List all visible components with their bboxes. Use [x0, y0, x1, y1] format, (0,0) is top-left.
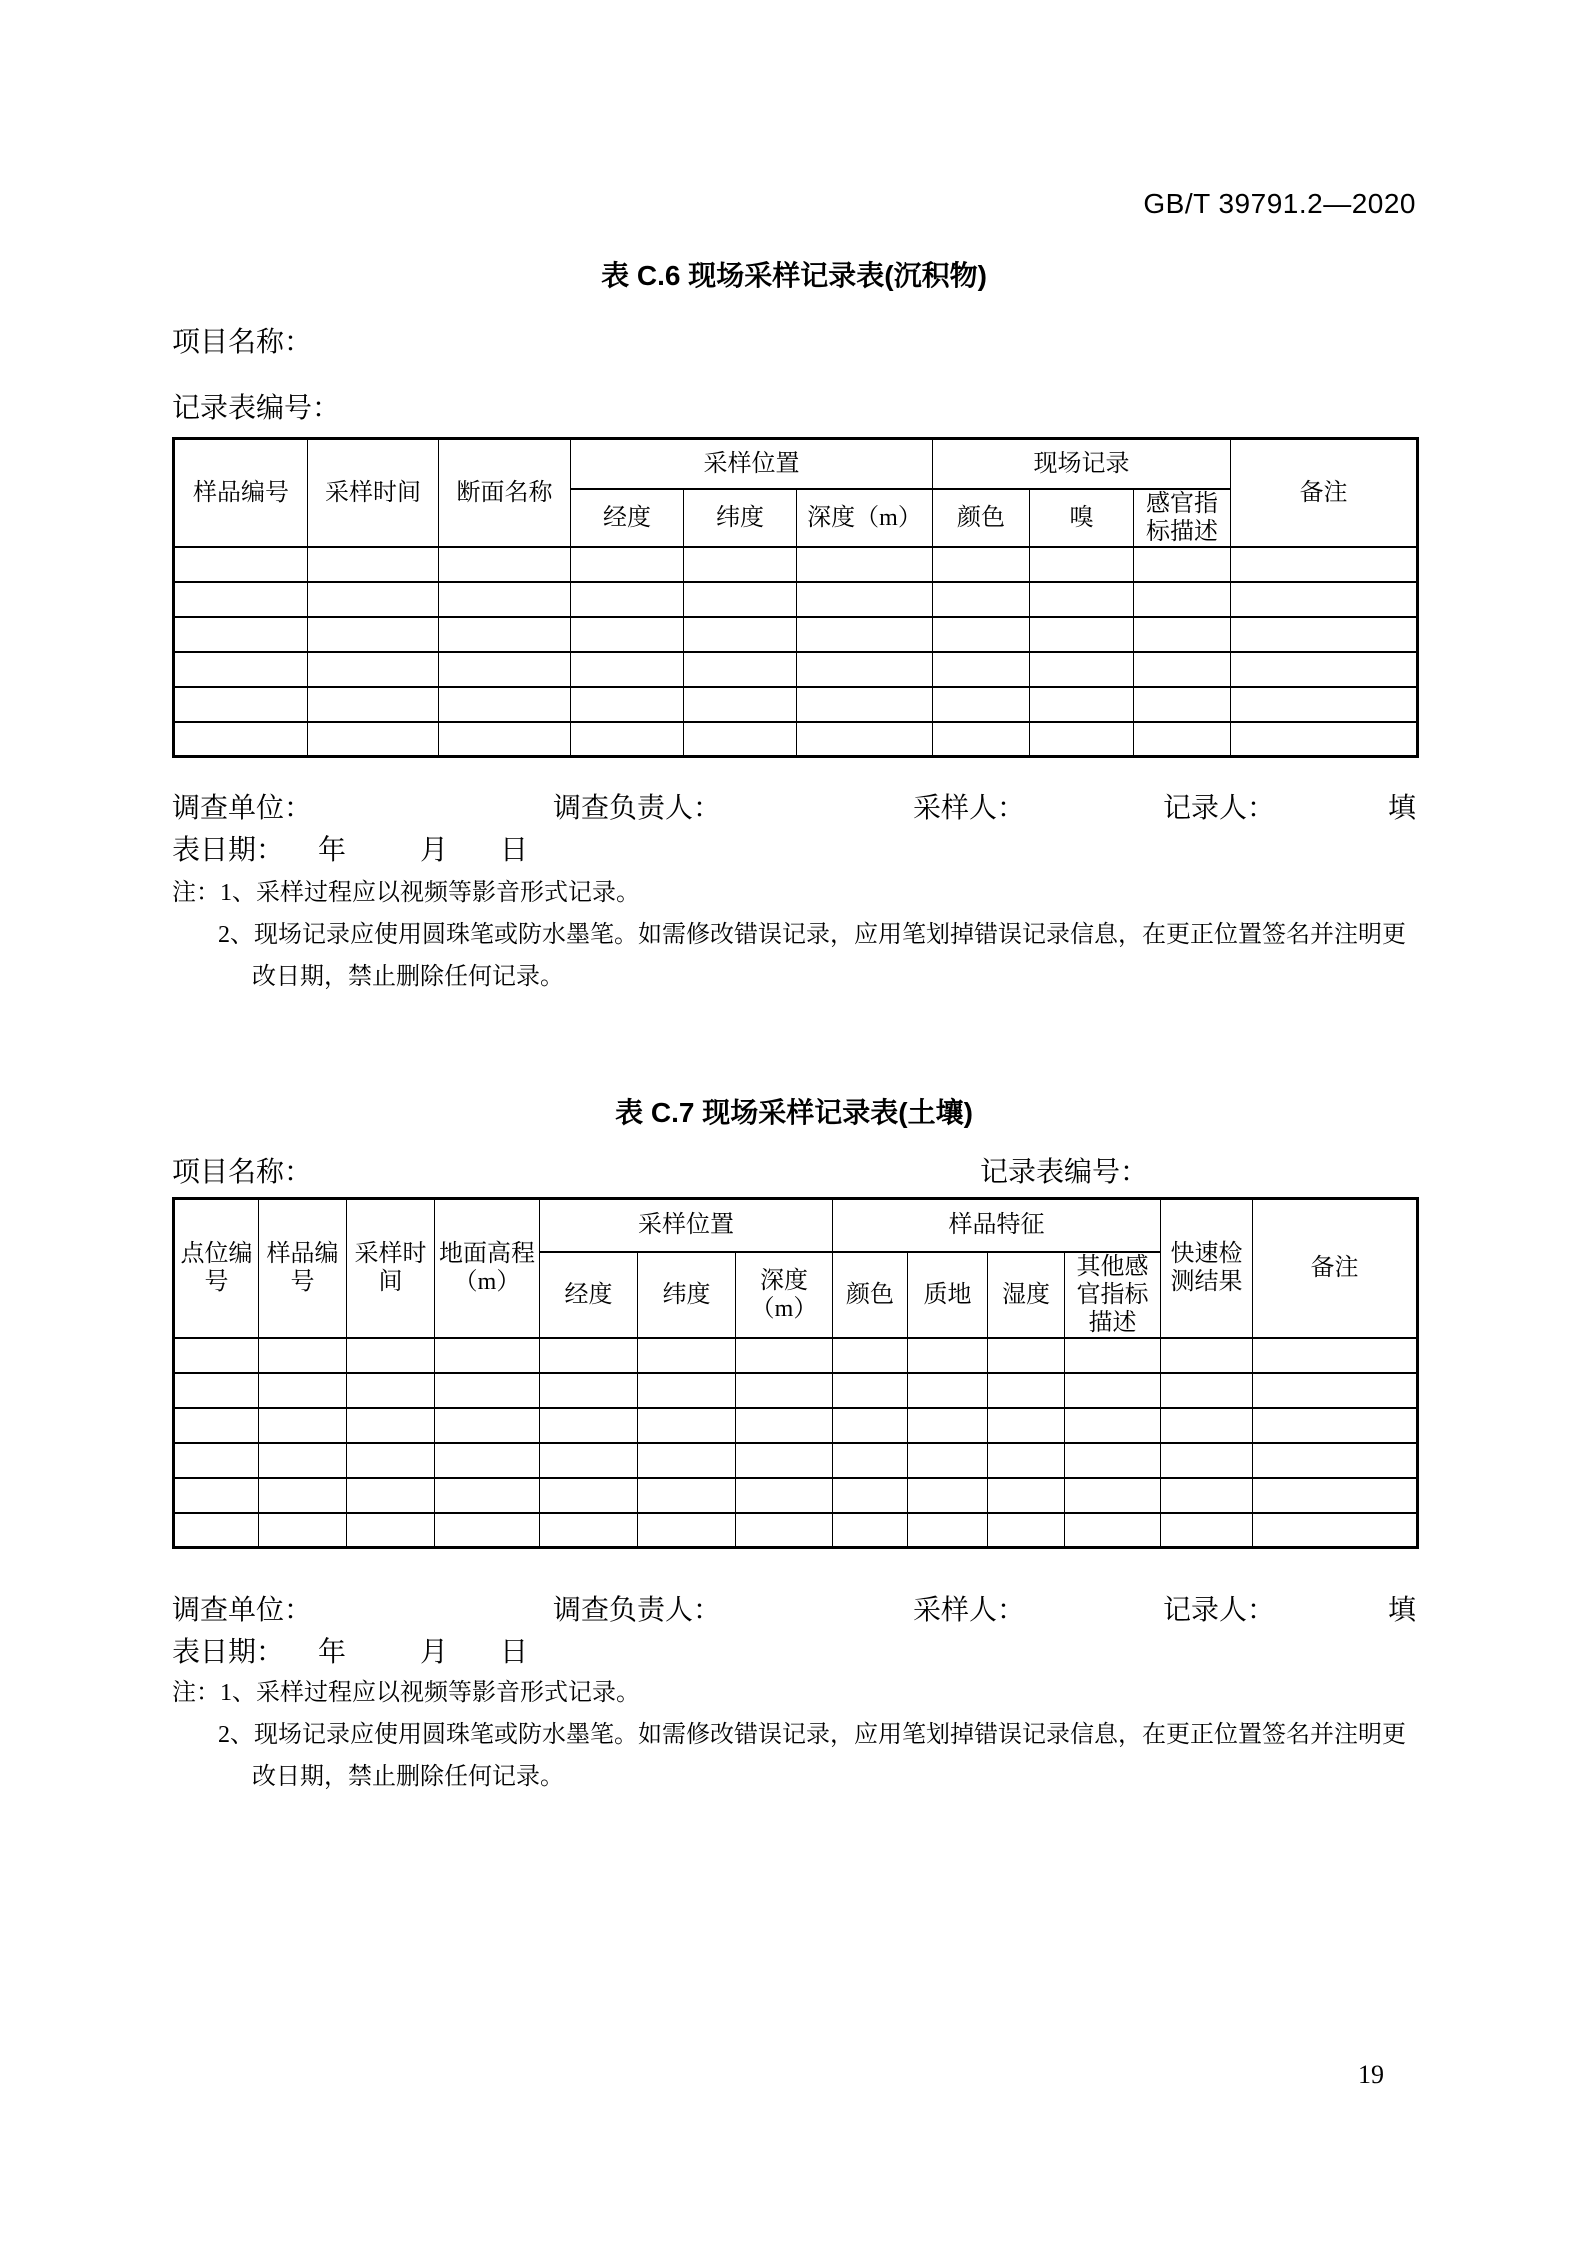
empty-cell	[638, 1338, 736, 1373]
empty-cell	[259, 1478, 347, 1513]
empty-cell	[439, 547, 571, 582]
empty-cell	[908, 1443, 988, 1478]
empty-cell	[571, 547, 684, 582]
c7-col-rapid-test: 快速检测结果	[1161, 1199, 1253, 1338]
c7-col-point-no: 点位编号	[174, 1199, 259, 1338]
c6-col-depth: 深度（m）	[797, 489, 933, 547]
empty-cell	[1134, 547, 1231, 582]
empty-cell	[797, 547, 933, 582]
empty-cell	[1253, 1513, 1418, 1548]
empty-cell	[347, 1478, 435, 1513]
empty-cell	[638, 1373, 736, 1408]
empty-form-row	[174, 1513, 1418, 1548]
empty-cell	[736, 1513, 833, 1548]
empty-cell	[1161, 1338, 1253, 1373]
empty-cell	[308, 582, 439, 617]
page-number: 19	[1358, 2060, 1384, 2089]
empty-cell	[540, 1513, 638, 1548]
empty-cell	[908, 1478, 988, 1513]
empty-cell	[933, 687, 1030, 722]
empty-cell	[933, 547, 1030, 582]
c7-table-header	[174, 1199, 1418, 1338]
empty-cell	[1253, 1443, 1418, 1478]
c6-note-2: 2、现场记录应使用圆珠笔或防水墨笔。如需修改错误记录，应用笔划掉错误记录信息，在更正位置签名并注明更	[218, 922, 1406, 948]
empty-form-row	[174, 1338, 1418, 1373]
empty-cell	[347, 1373, 435, 1408]
empty-cell	[1065, 1338, 1161, 1373]
empty-cell	[736, 1408, 833, 1443]
empty-cell	[439, 652, 571, 687]
empty-cell	[1030, 582, 1134, 617]
empty-cell	[571, 582, 684, 617]
c6-col-odor: 嗅	[1030, 489, 1134, 547]
c6-sampling-record-table	[172, 437, 1419, 758]
empty-cell	[439, 617, 571, 652]
c6-group-sampling-location: 采样位置	[571, 439, 933, 489]
c7-col-sampling-time: 采样时间	[347, 1199, 435, 1338]
c7-survey-unit-label: 调查单位：	[172, 1595, 313, 1626]
empty-cell	[435, 1373, 540, 1408]
empty-cell	[259, 1443, 347, 1478]
c7-fill-wrap-char: 填	[1387, 1595, 1416, 1626]
empty-cell	[439, 687, 571, 722]
empty-cell	[1161, 1478, 1253, 1513]
empty-cell	[797, 582, 933, 617]
empty-cell	[736, 1443, 833, 1478]
empty-cell	[540, 1443, 638, 1478]
empty-cell	[174, 1443, 259, 1478]
empty-cell	[988, 1478, 1065, 1513]
empty-cell	[1161, 1373, 1253, 1408]
empty-cell	[540, 1408, 638, 1443]
c7-col-color: 颜色	[833, 1252, 908, 1338]
empty-cell	[571, 617, 684, 652]
c7-sampling-record-table	[172, 1197, 1419, 1549]
empty-form-row	[174, 687, 1418, 722]
empty-cell	[684, 617, 797, 652]
empty-cell	[1134, 722, 1231, 757]
c7-fill-date-label: 表日期：	[172, 1637, 285, 1668]
empty-form-row	[174, 1408, 1418, 1443]
empty-cell	[1231, 687, 1418, 722]
empty-form-row	[174, 1443, 1418, 1478]
empty-form-row	[174, 582, 1418, 617]
empty-cell	[638, 1513, 736, 1548]
c6-survey-unit-label: 调查单位：	[172, 793, 313, 824]
empty-cell	[1065, 1443, 1161, 1478]
empty-cell	[1161, 1408, 1253, 1443]
c6-col-longitude: 经度	[571, 489, 684, 547]
empty-cell	[797, 617, 933, 652]
empty-cell	[1030, 617, 1134, 652]
empty-cell	[435, 1478, 540, 1513]
empty-cell	[833, 1443, 908, 1478]
empty-cell	[933, 582, 1030, 617]
empty-cell	[1030, 547, 1134, 582]
empty-cell	[1253, 1478, 1418, 1513]
c7-note-3: 改日期，禁止删除任何记录。	[252, 1764, 564, 1790]
empty-cell	[347, 1513, 435, 1548]
empty-cell	[1030, 687, 1134, 722]
c6-note-1: 注：1、采样过程应以视频等影音形式记录。	[172, 880, 640, 906]
c6-month-label: 月	[420, 835, 449, 866]
empty-cell	[1030, 652, 1134, 687]
empty-cell	[174, 1478, 259, 1513]
c7-survey-leader-label: 调查负责人：	[553, 1595, 722, 1626]
empty-cell	[988, 1443, 1065, 1478]
c6-fill-date-label: 表日期：	[172, 835, 285, 866]
empty-cell	[571, 652, 684, 687]
empty-form-row	[174, 547, 1418, 582]
c6-col-color: 颜色	[933, 489, 1030, 547]
empty-cell	[174, 547, 308, 582]
empty-cell	[908, 1373, 988, 1408]
empty-cell	[174, 652, 308, 687]
empty-cell	[1134, 652, 1231, 687]
empty-cell	[908, 1338, 988, 1373]
empty-cell	[435, 1513, 540, 1548]
empty-cell	[797, 722, 933, 757]
c6-table-header	[174, 439, 1418, 547]
c6-col-remarks: 备注	[1231, 439, 1418, 547]
c6-sampler-label: 采样人：	[913, 793, 1026, 824]
c7-group-sample-characteristics: 样品特征	[833, 1199, 1161, 1252]
empty-cell	[308, 652, 439, 687]
empty-cell	[571, 722, 684, 757]
c7-sampler-label: 采样人：	[913, 1595, 1026, 1626]
c6-recorder-label: 记录人：	[1163, 793, 1276, 824]
empty-cell	[1065, 1408, 1161, 1443]
empty-cell	[833, 1478, 908, 1513]
c7-col-sample-no: 样品编号	[259, 1199, 347, 1338]
standard-code: GB/T 39791.2—2020	[1143, 188, 1416, 219]
c6-fill-wrap-char: 填	[1387, 793, 1416, 824]
empty-cell	[540, 1338, 638, 1373]
empty-cell	[833, 1408, 908, 1443]
empty-cell	[988, 1338, 1065, 1373]
empty-cell	[1134, 687, 1231, 722]
empty-cell	[638, 1478, 736, 1513]
c6-group-field-record: 现场记录	[933, 439, 1231, 489]
empty-cell	[833, 1513, 908, 1548]
c6-project-name-label: 项目名称：	[172, 327, 313, 358]
empty-cell	[638, 1443, 736, 1478]
empty-cell	[259, 1338, 347, 1373]
c7-col-latitude: 纬度	[638, 1252, 736, 1338]
empty-cell	[1231, 722, 1418, 757]
c7-col-texture: 质地	[908, 1252, 988, 1338]
empty-cell	[736, 1338, 833, 1373]
empty-cell	[308, 617, 439, 652]
empty-cell	[571, 687, 684, 722]
empty-cell	[259, 1373, 347, 1408]
empty-cell	[1134, 582, 1231, 617]
c7-col-longitude: 经度	[540, 1252, 638, 1338]
empty-cell	[1231, 617, 1418, 652]
c7-table-body	[174, 1338, 1418, 1548]
empty-cell	[347, 1443, 435, 1478]
empty-cell	[933, 652, 1030, 687]
empty-cell	[1253, 1373, 1418, 1408]
empty-cell	[908, 1408, 988, 1443]
c6-survey-leader-label: 调查负责人：	[553, 793, 722, 824]
empty-cell	[308, 687, 439, 722]
c7-col-remarks: 备注	[1253, 1199, 1418, 1338]
empty-cell	[1065, 1513, 1161, 1548]
c7-col-ground-elevation: 地面高程（m）	[435, 1199, 540, 1338]
empty-form-row	[174, 722, 1418, 757]
c6-col-section-name: 断面名称	[439, 439, 571, 547]
empty-cell	[259, 1513, 347, 1548]
empty-cell	[347, 1408, 435, 1443]
empty-cell	[988, 1373, 1065, 1408]
empty-cell	[174, 1408, 259, 1443]
empty-cell	[833, 1373, 908, 1408]
c7-group-sampling-location: 采样位置	[540, 1199, 833, 1252]
empty-cell	[684, 722, 797, 757]
empty-cell	[540, 1478, 638, 1513]
empty-cell	[1161, 1513, 1253, 1548]
c6-col-latitude: 纬度	[684, 489, 797, 547]
c6-year-label: 年	[318, 835, 347, 866]
empty-cell	[933, 722, 1030, 757]
empty-cell	[1161, 1443, 1253, 1478]
empty-cell	[1134, 617, 1231, 652]
empty-cell	[174, 1373, 259, 1408]
empty-cell	[1065, 1373, 1161, 1408]
empty-cell	[174, 617, 308, 652]
c7-record-no-label: 记录表编号：	[980, 1157, 1149, 1188]
empty-cell	[174, 582, 308, 617]
empty-cell	[684, 547, 797, 582]
empty-cell	[797, 652, 933, 687]
empty-cell	[833, 1338, 908, 1373]
empty-cell	[1030, 722, 1134, 757]
empty-cell	[439, 722, 571, 757]
empty-form-row	[174, 1373, 1418, 1408]
c7-year-label: 年	[318, 1637, 347, 1668]
empty-cell	[684, 687, 797, 722]
empty-cell	[435, 1408, 540, 1443]
empty-cell	[1231, 582, 1418, 617]
empty-cell	[933, 617, 1030, 652]
empty-cell	[540, 1373, 638, 1408]
empty-cell	[439, 582, 571, 617]
empty-cell	[308, 722, 439, 757]
empty-cell	[988, 1513, 1065, 1548]
empty-form-row	[174, 1478, 1418, 1513]
empty-cell	[1065, 1478, 1161, 1513]
c6-col-sensory-desc: 感官指标描述	[1134, 489, 1231, 547]
empty-cell	[174, 722, 308, 757]
empty-cell	[174, 1513, 259, 1548]
c7-day-label: 日	[500, 1637, 529, 1668]
empty-cell	[308, 547, 439, 582]
empty-cell	[736, 1478, 833, 1513]
table-c7-caption: 表 C.7 现场采样记录表(土壤)	[615, 1097, 973, 1128]
empty-cell	[174, 1338, 259, 1373]
empty-cell	[435, 1443, 540, 1478]
empty-cell	[174, 687, 308, 722]
empty-cell	[684, 652, 797, 687]
c6-col-sampling-time: 采样时间	[308, 439, 439, 547]
c7-col-other-sensory: 其他感官指标描述	[1065, 1252, 1161, 1338]
empty-cell	[638, 1408, 736, 1443]
table-c6-caption: 表 C.6 现场采样记录表(沉积物)	[601, 260, 987, 291]
c7-project-name-label: 项目名称：	[172, 1157, 313, 1188]
c6-note-3: 改日期，禁止删除任何记录。	[252, 964, 564, 990]
c7-col-depth: 深度（m）	[736, 1252, 833, 1338]
c6-col-sample-no: 样品编号	[174, 439, 308, 547]
empty-cell	[1231, 652, 1418, 687]
empty-cell	[435, 1338, 540, 1373]
empty-cell	[1253, 1408, 1418, 1443]
empty-cell	[988, 1408, 1065, 1443]
c6-record-no-label: 记录表编号：	[172, 393, 341, 424]
empty-cell	[259, 1408, 347, 1443]
empty-form-row	[174, 617, 1418, 652]
c7-note-1: 注：1、采样过程应以视频等影音形式记录。	[172, 1680, 640, 1706]
empty-cell	[908, 1513, 988, 1548]
empty-cell	[736, 1373, 833, 1408]
empty-cell	[1231, 547, 1418, 582]
c7-recorder-label: 记录人：	[1163, 1595, 1276, 1626]
c6-day-label: 日	[500, 835, 529, 866]
empty-cell	[347, 1338, 435, 1373]
c6-table-body	[174, 547, 1418, 757]
empty-cell	[684, 582, 797, 617]
empty-cell	[1253, 1338, 1418, 1373]
empty-cell	[797, 687, 933, 722]
empty-form-row	[174, 652, 1418, 687]
c7-note-2: 2、现场记录应使用圆珠笔或防水墨笔。如需修改错误记录，应用笔划掉错误记录信息，在更正位置签名并注明更	[218, 1722, 1406, 1748]
c7-month-label: 月	[420, 1637, 449, 1668]
c7-col-moisture: 湿度	[988, 1252, 1065, 1338]
